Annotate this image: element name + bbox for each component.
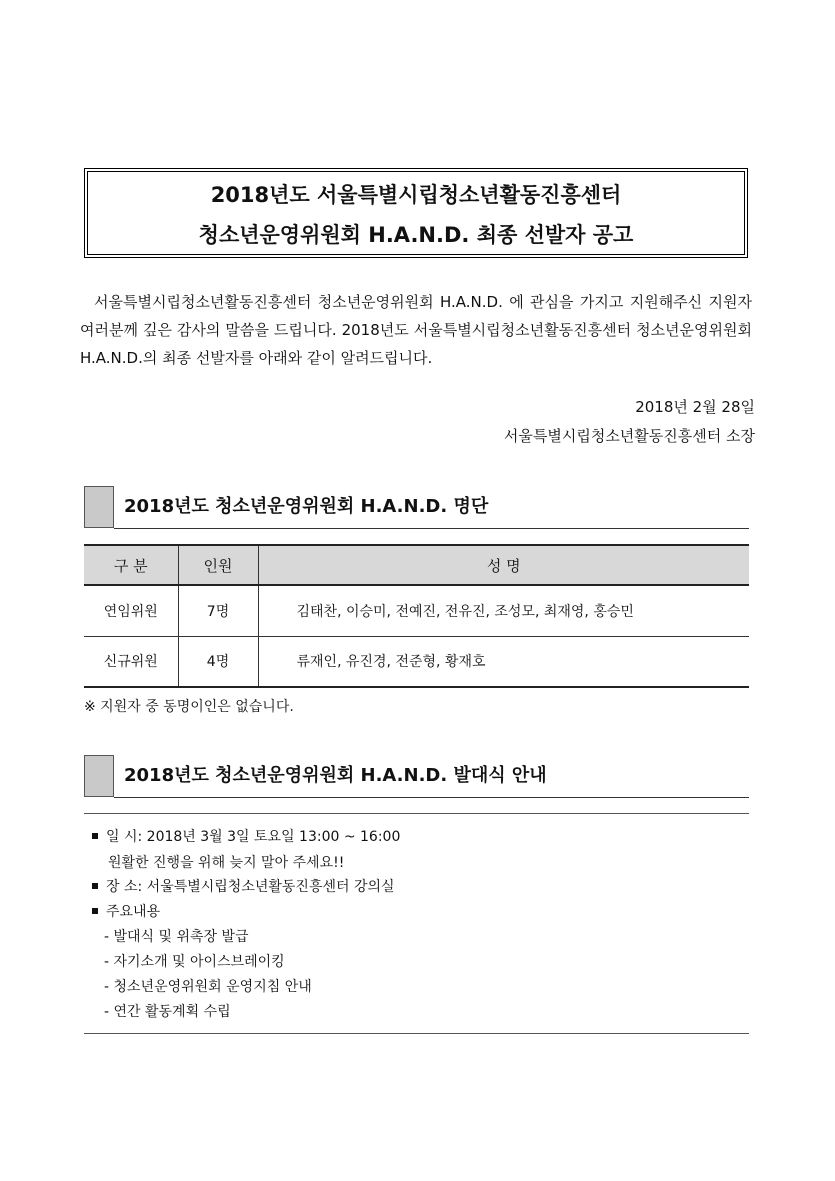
heading-rule (114, 797, 749, 798)
bullet-icon (92, 883, 98, 889)
place-line (84, 878, 395, 896)
heading-rule (114, 528, 749, 529)
column-header-count: 인원 (178, 545, 258, 585)
section-ceremony-title: 2018년도 청소년운영위원회 H.A.N.D. 발대식 안내 (124, 765, 547, 786)
notice-signature: 서울특별시립청소년활동진흥센터 소장 (503, 427, 755, 445)
title-line-2: 청소년운영위원회 H.A.N.D. 최종 선발자 공고 (198, 223, 634, 247)
contents-label-line (84, 903, 160, 921)
column-header-names: 성 명 (258, 545, 749, 585)
row-category: 신규위원 (84, 636, 178, 687)
row-names: 류재인, 유진경, 전준형, 황재호 (258, 636, 749, 687)
section-roster-title: 2018년도 청소년운영위원회 H.A.N.D. 명단 (124, 496, 489, 517)
title-box (84, 168, 748, 258)
bullet-icon (92, 833, 98, 839)
section-ceremony-heading (84, 755, 749, 799)
place-text: 장 소: 서울특별시립청소년활동진흥센터 강의실 (106, 879, 395, 895)
roster-table (84, 544, 749, 688)
bullet-icon (92, 908, 98, 914)
schedule-text: 일 시: 2018년 3월 3일 토요일 13:00 ~ 16:00 (106, 829, 401, 845)
roster-note: ※ 지원자 중 동명이인은 없습니다. (84, 699, 294, 715)
ceremony-info-box (84, 813, 749, 1034)
list-item: - 발대식 및 위촉장 발급 (104, 929, 249, 945)
table-row (84, 636, 749, 687)
schedule-line (84, 828, 400, 846)
row-count: 7명 (178, 585, 258, 636)
schedule-note: 원활한 진행을 위해 늦지 말아 주세요!! (108, 855, 345, 871)
section-roster-heading (84, 486, 749, 530)
list-item: - 연간 활동계획 수립 (104, 1004, 231, 1020)
row-count: 4명 (178, 636, 258, 687)
list-item: - 자기소개 및 아이스브레이킹 (104, 954, 285, 970)
intro-paragraph: 서울특별시립청소년활동진흥센터 청소년운영위원회 H.A.N.D. 에 관심을 가지고 지원해주신 지원자 여러분께 깊은 감사의 말씀을 드립니다. 2018년도 서울특별시립청소년활동진흥센터 청소년운영위원회 H.A.N.D.의 최종 선발자를 아래와 같이 알려드립니다. (80, 293, 752, 367)
contents-label: 주요내용 (106, 904, 161, 920)
title-line-1: 2018년도 서울특별시립청소년활동진흥센터 (210, 183, 622, 207)
heading-marker (84, 755, 114, 797)
table-row (84, 585, 749, 636)
table-header-row (84, 545, 749, 585)
row-names: 김태찬, 이승미, 전예진, 전유진, 조성모, 최재영, 홍승민 (258, 585, 749, 636)
column-header-category: 구 분 (84, 545, 178, 585)
heading-marker (84, 486, 114, 528)
notice-date: 2018년 2월 28일 (635, 398, 755, 416)
row-category: 연임위원 (84, 585, 178, 636)
list-item: - 청소년운영위원회 운영지침 안내 (104, 979, 312, 995)
